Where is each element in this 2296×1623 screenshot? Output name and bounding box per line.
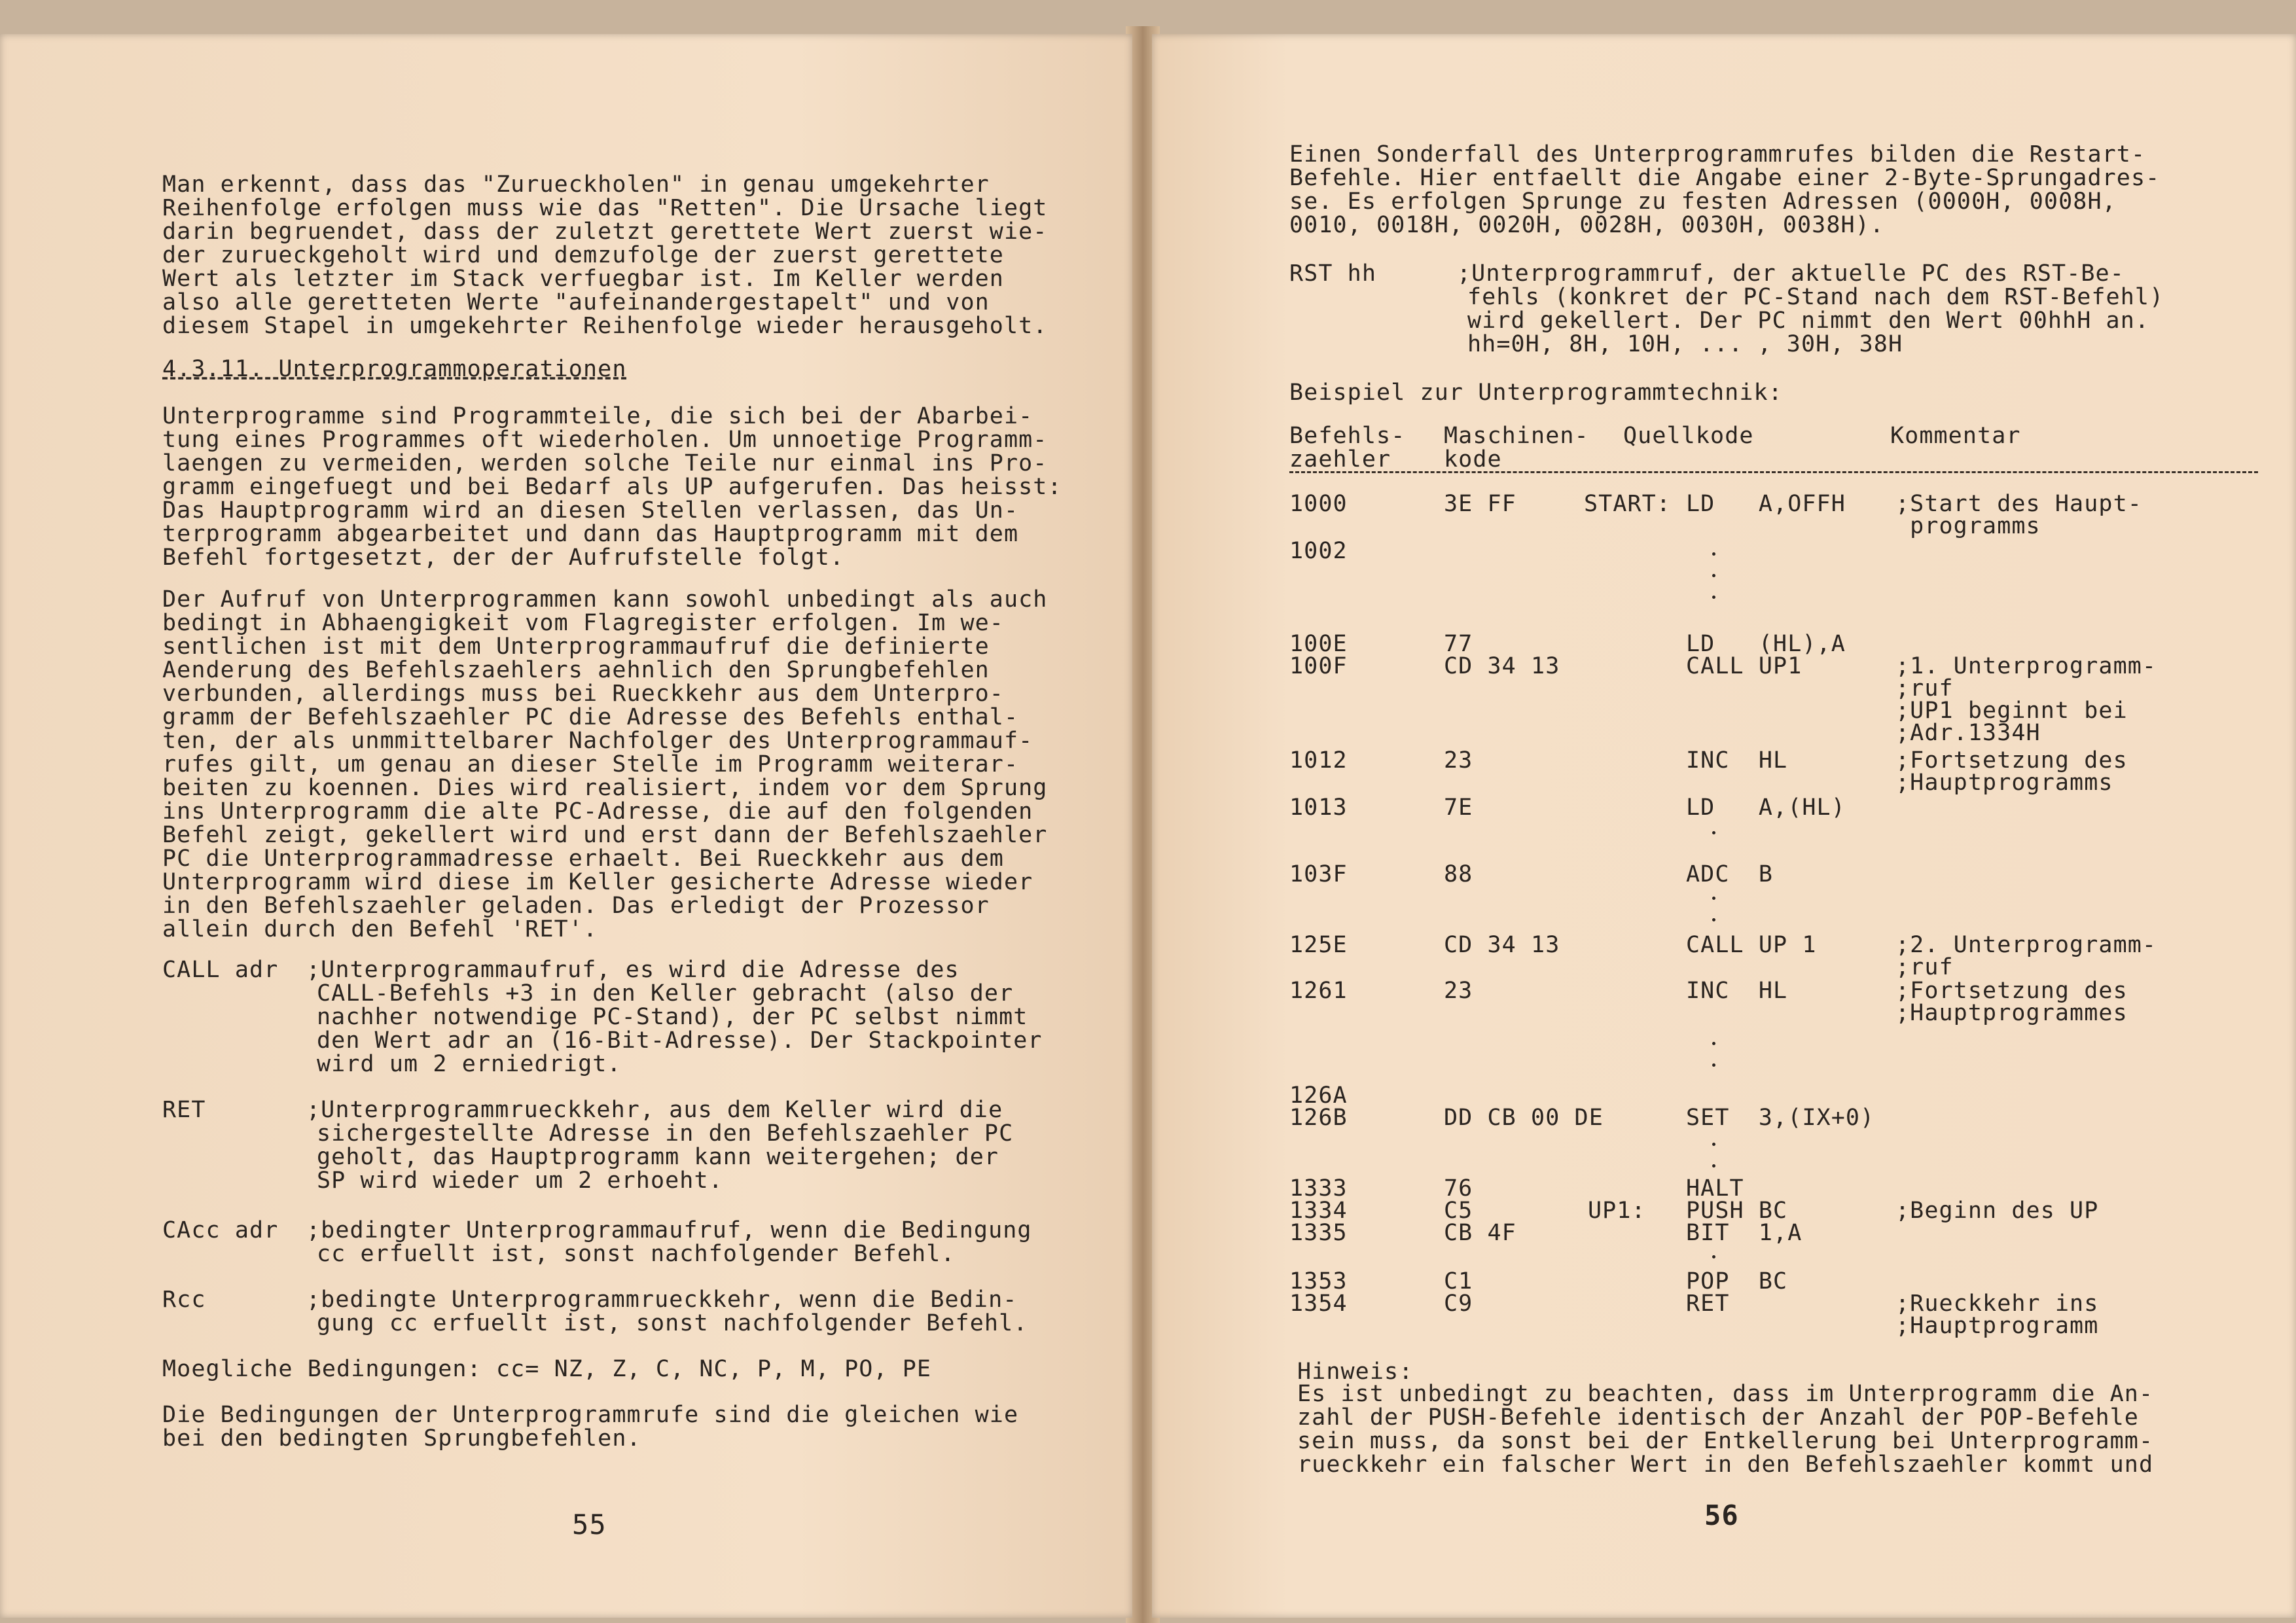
table-row-addr: 1261 <box>1289 978 1348 1004</box>
def-desc-cacc <box>306 1219 1032 1266</box>
table-row-source: BIT 1,A <box>1686 1220 1803 1246</box>
table-row-comment: ;Rueckkehr ins <box>1895 1291 2099 1317</box>
table-row-comment: ;Fortsetzung des <box>1895 978 2128 1004</box>
text-line: der zurueckgeholt wird und demzufolge der zuerst gerettete <box>162 242 1004 268</box>
rst-description <box>1457 262 2164 356</box>
page-number-right: 56 <box>1704 1499 1739 1531</box>
table-row-code: C5 <box>1444 1198 1473 1224</box>
text-line: rufes gilt, um genau an dieser Stelle im Programm weiterar- <box>162 751 1019 777</box>
text-line: sentlichen ist mit dem Unterprogrammaufruf die definierte <box>162 633 990 660</box>
text-line: verbunden, allerdings muss bei Rueckkehr aus dem Unterpro- <box>162 681 1004 707</box>
table-row-addr: 126A <box>1289 1082 1348 1109</box>
table-row-comment: ;Beginn des UP <box>1895 1198 2099 1224</box>
text-line: Einen Sonderfall des Unterprogrammrufes bilden die Restart- <box>1289 141 2146 168</box>
table-row-code: 76 <box>1444 1175 1473 1202</box>
text-line: gramm der Befehlszaehler PC die Adresse des Befehls enthal- <box>162 704 1019 730</box>
def-desc-rcc <box>306 1288 1028 1335</box>
table-row-source: CALL UP 1 <box>1686 932 1817 958</box>
table-row-source: ADC B <box>1686 861 1774 887</box>
text-line: wird um 2 erniedrigt. <box>317 1051 622 1077</box>
table-row-source: PUSH BC <box>1686 1198 1788 1224</box>
table-row-code: 23 <box>1444 747 1473 774</box>
table-row-source: POP BC <box>1686 1268 1788 1294</box>
table-row-code: C1 <box>1444 1268 1473 1294</box>
def-term-cacc: CAcc adr <box>162 1217 279 1243</box>
text-line: rueckkehr ein falscher Wert in den Befehlszaehler kommt und <box>1297 1452 2154 1478</box>
text-line: nachher notwendige PC-Stand), der PC selbst nimmt <box>317 1004 1028 1030</box>
example-title: Beispiel zur Unterprogrammtechnik: <box>1289 380 1783 406</box>
table-row-label: START: <box>1584 491 1672 517</box>
table-row-addr: 1000 <box>1289 491 1348 517</box>
table-row-source: RET <box>1686 1291 1730 1317</box>
text-line: SP wird wieder um 2 erhoeht. <box>317 1168 723 1194</box>
header-quellkode: Quellkode <box>1623 423 1754 449</box>
text-line: sein muss, da sonst bei der Entkellerung bei Unterprogramm- <box>1297 1428 2154 1454</box>
def-term-call: CALL adr <box>162 957 279 983</box>
intro-paragraph <box>162 173 1047 338</box>
text-line: fehls (konkret der PC-Stand nach dem RST-Befehl) <box>1467 284 2164 310</box>
text-line: ten, der als unmmittelbarer Nachfolger des Unterprogrammauf- <box>162 728 1033 754</box>
text-line: tung eines Programmes oft wiederholen. Um unnoetige Programm- <box>162 427 1048 453</box>
paragraph-unterprogramme <box>162 404 1062 569</box>
text-line: ;Unterprogrammrueckkehr, aus dem Keller wird die <box>306 1097 1003 1123</box>
table-row-code: CB 4F <box>1444 1220 1516 1246</box>
section-heading: 4.3.11. Unterprogrammoperationen <box>162 356 627 382</box>
text-line: ;Unterprogrammaufruf, es wird die Adresse des <box>306 957 960 983</box>
table-row-addr: 125E <box>1289 932 1348 958</box>
text-line: ;Unterprogrammruf, der aktuelle PC des RST-Be- <box>1457 260 2125 287</box>
table-row-code: CD 34 13 <box>1444 653 1560 679</box>
table-row-comment: ;2. Unterprogramm- <box>1895 932 2157 958</box>
table-row-source: LD A,OFFH <box>1686 491 1846 517</box>
text-line: terprogramm abgearbeitet und dann das Hauptprogramm mit dem <box>162 521 1019 547</box>
table-row-code: 7E <box>1444 794 1473 821</box>
text-line: in den Befehlszaehler geladen. Das erledigt der Prozessor <box>162 893 990 919</box>
table-row-comment: ;Hauptprogramms <box>1895 770 2113 796</box>
text-line: 0010, 0018H, 0020H, 0028H, 0030H, 0038H). <box>1289 212 1885 238</box>
table-row-addr: 126B <box>1289 1105 1348 1131</box>
header-kommentar: Kommentar <box>1890 423 2021 449</box>
table-row-code: DD CB 00 DE <box>1444 1105 1604 1131</box>
text-line: Befehl zeigt, gekellert wird und erst dann der Befehlszaehler <box>162 822 1048 848</box>
def-desc-ret <box>306 1098 1013 1192</box>
table-row-addr: 100E <box>1289 631 1348 657</box>
ellipsis-dots <box>1712 831 1717 853</box>
left-page <box>0 34 1132 1618</box>
table-row-addr: 103F <box>1289 861 1348 887</box>
text-line: kode <box>1444 446 1502 473</box>
table-row-comment: programms <box>1895 513 2041 539</box>
paragraph-aufruf <box>162 588 1047 941</box>
text-line: se. Es erfolgen Sprunge zu festen Adressen (0000H, 0008H, <box>1289 188 2117 215</box>
table-row-source: SET 3,(IX+0) <box>1686 1105 1875 1131</box>
text-line: gung cc erfuellt ist, sonst nachfolgender Befehl. <box>317 1310 1028 1336</box>
text-line: zaehler <box>1289 446 1391 473</box>
table-row-addr: 1333 <box>1289 1175 1348 1202</box>
table-row-source: LD (HL),A <box>1686 631 1846 657</box>
text-line: Befehl fortgesetzt, der der Aufrufstelle folgt. <box>162 544 845 571</box>
table-row-comment: ;Start des Haupt- <box>1895 491 2142 517</box>
page-number-left: 55 <box>572 1508 607 1541</box>
text-line: Maschinen- <box>1444 423 1589 449</box>
def-desc-call <box>306 958 1043 1076</box>
text-line: geholt, das Hauptprogramm kann weitergehen; der <box>317 1144 999 1170</box>
text-line: gramm eingefuegt und bei Bedarf als UP aufgerufen. Das heisst: <box>162 474 1062 500</box>
text-line: Es ist unbedingt zu beachten, dass im Unterprogramm die An- <box>1297 1381 2154 1407</box>
table-row-code: 23 <box>1444 978 1473 1004</box>
text-line: Man erkennt, dass das "Zurueckholen" in genau umgekehrter <box>162 171 990 198</box>
table-row-addr: 1354 <box>1289 1291 1348 1317</box>
table-row-comment: ;1. Unterprogramm- <box>1895 653 2157 679</box>
text-line: bedingt in Abhaengigkeit vom Flagregister erfolgen. Im we- <box>162 610 1004 636</box>
table-row-code: 77 <box>1444 631 1473 657</box>
text-line: beiten zu koennen. Dies wird realisiert, indem vor dem Sprung <box>162 775 1048 801</box>
table-row-comment: ;ruf <box>1895 954 1954 980</box>
text-line: Unterprogramm wird diese im Keller gesicherte Adresse wieder <box>162 869 1033 895</box>
table-row-source: INC HL <box>1686 747 1788 774</box>
text-line: wird gekellert. Der PC nimmt den Wert 00hhH an. <box>1467 308 2150 334</box>
text-line: darin begruendet, dass der zuletzt gerettete Wert zuerst wie- <box>162 219 1048 245</box>
text-line: diesem Stapel in umgekehrter Reihenfolge wieder herausgeholt. <box>162 313 1048 339</box>
table-row-source: HALT <box>1686 1175 1744 1202</box>
text-line: Unterprogramme sind Programmteile, die sich bei der Abarbei- <box>162 403 1033 429</box>
table-row-source: CALL UP1 <box>1686 653 1803 679</box>
table-row-comment: ;Hauptprogramm <box>1895 1313 2099 1339</box>
closing-paragraph <box>162 1403 1018 1450</box>
table-row-comment: ;UP1 beginnt bei <box>1895 698 2128 724</box>
table-row-addr: 100F <box>1289 653 1348 679</box>
text-line: laengen zu vermeiden, werden solche Teile nur einmal ins Pro- <box>162 450 1048 476</box>
table-row-comment: ;Hauptprogrammes <box>1895 1000 2128 1026</box>
text-line: hh=0H, 8H, 10H, ... , 30H, 38H <box>1467 331 1903 357</box>
text-line: allein durch den Befehl 'RET'. <box>162 916 598 942</box>
text-line: ;bedingte Unterprogrammrueckkehr, wenn die Bedin- <box>306 1287 1018 1313</box>
text-line: PC die Unterprogrammadresse erhaelt. Bei Rueckkehr aus dem <box>162 846 1004 872</box>
text-line: ;bedingter Unterprogrammaufruf, wenn die Bedingung <box>306 1217 1032 1243</box>
text-line: also alle geretteten Werte "aufeinandergestapelt" und von <box>162 289 990 315</box>
right-page <box>1152 34 2296 1618</box>
text-line: Wert als letzter im Stack verfuegbar ist. Im Keller werden <box>162 266 1004 292</box>
ellipsis-dots <box>1712 1042 1717 1085</box>
rst-term: RST hh <box>1289 260 1377 287</box>
text-line: Das Hauptprogramm wird an diesen Stellen verlassen, das Un- <box>162 497 1019 524</box>
table-row-code: 88 <box>1444 861 1473 887</box>
table-row-code: CD 34 13 <box>1444 932 1560 958</box>
text-line: Befehls- <box>1289 423 1406 449</box>
table-row-code: 3E FF <box>1444 491 1516 517</box>
table-row-source: LD A,(HL) <box>1686 794 1846 821</box>
table-row-addr: 1002 <box>1289 538 1348 564</box>
table-row-comment: ;Fortsetzung des <box>1895 747 2128 774</box>
text-line: sichergestellte Adresse in den Befehlszaehler PC <box>317 1120 1014 1147</box>
table-row-addr: 1334 <box>1289 1198 1348 1224</box>
table-row-comment: ;Adr.1334H <box>1895 720 2041 746</box>
text-line: cc erfuellt ist, sonst nachfolgender Befehl. <box>317 1241 956 1267</box>
intro-paragraph-right <box>1289 143 2160 237</box>
note-title: Hinweis: <box>1297 1359 1414 1385</box>
text-line: ins Unterprogramm die alte PC-Adresse, die auf den folgenden <box>162 798 1033 825</box>
header-befehlszaehler <box>1289 424 1405 471</box>
table-row-code: C9 <box>1444 1291 1473 1317</box>
conditions-line: Moegliche Bedingungen: cc= NZ, Z, C, NC, P, M, PO, PE <box>162 1356 932 1382</box>
text-line: den Wert adr an (16-Bit-Adresse). Der Stackpointer <box>317 1027 1043 1054</box>
table-row-source: INC HL <box>1686 978 1788 1004</box>
text-line: Aenderung des Befehlszaehlers aehnlich den Sprungbefehlen <box>162 657 990 683</box>
text-line: Befehle. Hier entfaellt die Angabe einer 2-Byte-Sprungadres- <box>1289 165 2161 191</box>
text-line: Der Aufruf von Unterprogrammen kann sowohl unbedingt als auch <box>162 586 1048 613</box>
header-maschinenkode <box>1444 424 1589 471</box>
table-row-addr: 1012 <box>1289 747 1348 774</box>
text-line: bei den bedingten Sprungbefehlen. <box>162 1425 641 1452</box>
table-row-addr: 1013 <box>1289 794 1348 821</box>
text-line: zahl der PUSH-Befehle identisch der Anzahl der POP-Befehle <box>1297 1404 2139 1431</box>
table-row-comment: ;ruf <box>1895 675 1954 702</box>
def-term-rcc: Rcc <box>162 1287 206 1313</box>
text-line: Die Bedingungen der Unterprogrammrufe sind die gleichen wie <box>162 1402 1019 1428</box>
note-paragraph <box>1297 1382 2153 1476</box>
def-term-ret: RET <box>162 1097 206 1123</box>
table-row-addr: 1335 <box>1289 1220 1348 1246</box>
header-divider <box>1289 471 2258 473</box>
text-line: CALL-Befehls +3 in den Keller gebracht (also der <box>317 980 1014 1007</box>
text-line: Reihenfolge erfolgen muss wie das "Retten". Die Ursache liegt <box>162 195 1048 221</box>
ellipsis-dots <box>1712 552 1717 617</box>
table-row-label: UP1: <box>1588 1198 1646 1224</box>
table-row-addr: 1353 <box>1289 1268 1348 1294</box>
